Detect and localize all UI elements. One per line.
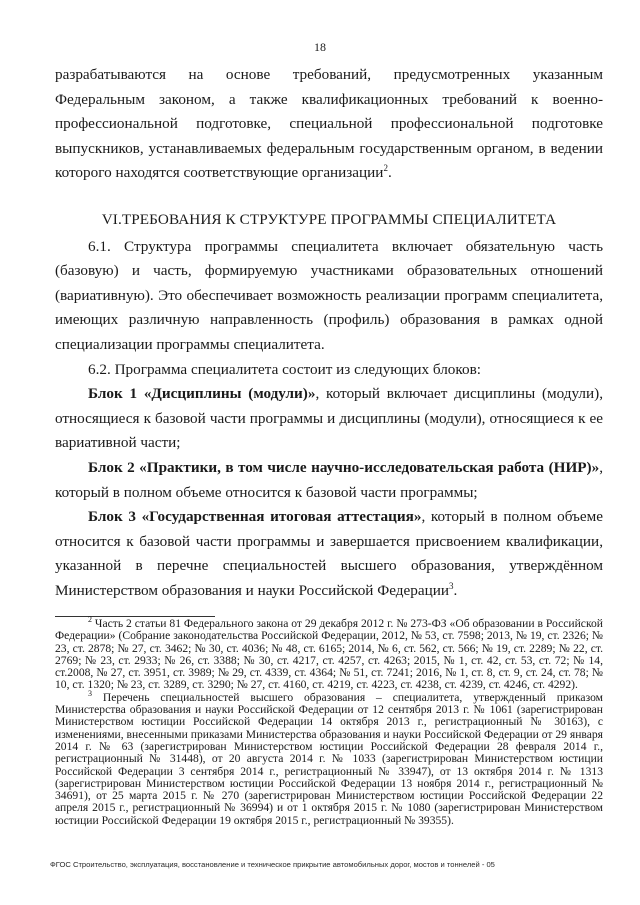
intro-paragraph-end: . bbox=[387, 164, 392, 182]
main-text bbox=[55, 63, 603, 603]
block-3-end: . bbox=[453, 581, 458, 599]
paragraph-6-1: 6.1. Структура программы специалитета включает обязательную часть (базовую) и часть, формируемую участниками образовательных отношений (вариативную). Это обеспечивает возможность реализации программ специалитета, имеющих различную направленность (профиль) образования в рамках одной специализации программы специалитета. bbox=[55, 237, 603, 353]
block-1-title: Блок 1 «Дисциплины (модули)» bbox=[88, 385, 316, 403]
footnote-ref-2[interactable]: 2 bbox=[383, 163, 388, 174]
footnote-3 bbox=[55, 688, 603, 827]
block-2-paragraph bbox=[55, 456, 603, 505]
block-2-text: , который в полном объеме относится к базовой части программы; bbox=[55, 458, 603, 501]
block-3-paragraph bbox=[55, 505, 603, 603]
footnote-2-mark: 2 bbox=[88, 615, 92, 625]
block-3-title: Блок 3 «Государственная итоговая аттестация» bbox=[88, 508, 422, 526]
page-footer: ФГОС Строительство, эксплуатация, восстановление и техническое прикрытие автомобильных дорог, мостов и тоннелей - 05 bbox=[50, 860, 495, 869]
block-3-text: , который в полном объеме относится к базовой части программы и завершается присвоением квалификации, указанной в перечне специальностей высшего образования, утверждённом Министерством образования и науки Российской Федерации bbox=[55, 508, 603, 599]
page-number: 18 bbox=[314, 40, 326, 54]
footnote-3-mark: 3 bbox=[88, 688, 92, 698]
block-1-text: , который включает дисциплины (модули), относящиеся к базовой части программы и дисциплины (модули), относящиеся к ее вариативной части; bbox=[55, 385, 603, 452]
paragraph-6-2: 6.2. Программа специалитета состоит из следующих блоков: bbox=[88, 360, 481, 378]
block-2-title: Блок 2 «Практики, в том числе научно-исследовательская работа (НИР)» bbox=[88, 458, 600, 476]
footnotes bbox=[55, 615, 603, 827]
footnote-ref-3[interactable]: 3 bbox=[448, 580, 454, 591]
section-heading: VI.ТРЕБОВАНИЯ К СТРУКТУРЕ ПРОГРАММЫ СПЕЦИАЛИТЕТА bbox=[101, 210, 557, 228]
intro-paragraph-text: разрабатываются на основе требований, предусмотренных указанным Федеральным законом, а также квалификационных требований к военно-профессиональной подготовке, специальной профессиональной подготовке выпускников, устанавливаемых федеральным государственным органом, в ведении которого находятся соответствующие организации bbox=[55, 66, 603, 182]
footnote-2-text: Часть 2 статьи 81 Федерального закона от 29 декабря 2012 г. № 273-ФЗ «Об образовании в Российской Федерации» (Собрание законодательства Российской Федерации, 2012, № 53, ст. 7598; 2013, № 19, ст. 2326; № 23, ст. 2878; № 27, ст. 3462; № 30, ст. 4036; № 48, ст. 6165; 2014, № 6, ст. 562, ст. 566; № 19, ст. 2289; № 22, ст. 2769; № 23, ст. 2933; № 26, ст. 3388; № 30, ст. 4217, ст. 4257, ст. 4263; 2015, № 1, ст. 42, ст. 53, ст. 72; № 14, ст.2008, № 27, ст. 3951, ст. 3989; № 29, ст. 4339, ст. 4364; № 51, ст. 7241; 2016, № 1, ст. 8, ст. 9, ст. 24, ст. 78; № 10, ст. 1320; № 23, ст. 3289, ст. 3290; № 27, ст. 4160, ст. 4219, ст. 4223, ст. 4238, ст. 4239, ст. 4246, ст. 4292). bbox=[55, 617, 603, 692]
intro-paragraph bbox=[55, 63, 603, 186]
footnote-3-text: Перечень специальностей высшего образования – специалитета, утвержденный приказом Министерства образования и науки Российской Федерации от 12 сентября 2013 г. № 1061 (зарегистрирован Министерством юстиции Российской Федерации 14 октября 2013 г., регистрационный № 30163), с изменениями, внесенными приказами Министерства образования и науки Российской Федерации от 29 января 2014 г. № 63 (зарегистрирован Министерством юстиции Российской Федерации 28 февраля 2014 г., регистрационный № 31448), от 20 августа 2014 г. № 1033 (зарегистрирован Министерством юстиции Российской Федерации 3 сентября 2014 г., регистрационный № 33947), от 13 октября 2014 г. № 1313 (зарегистрирован Министерством юстиции Российской Федерации 13 ноября 2014 г., регистрационный № 34691), от 25 марта 2015 г. № 270 (зарегистрирован Министерством юстиции Российской Федерации 22 апреля 2015 г., регистрационный № 36994) и от 1 октября 2015 г. № 1080 (зарегистрирован Министерством юстиции Российской Федерации 19 октября 2015 г., регистрационный № 39355). bbox=[55, 690, 603, 827]
footnote-2 bbox=[55, 615, 603, 692]
block-1-paragraph bbox=[55, 382, 603, 456]
